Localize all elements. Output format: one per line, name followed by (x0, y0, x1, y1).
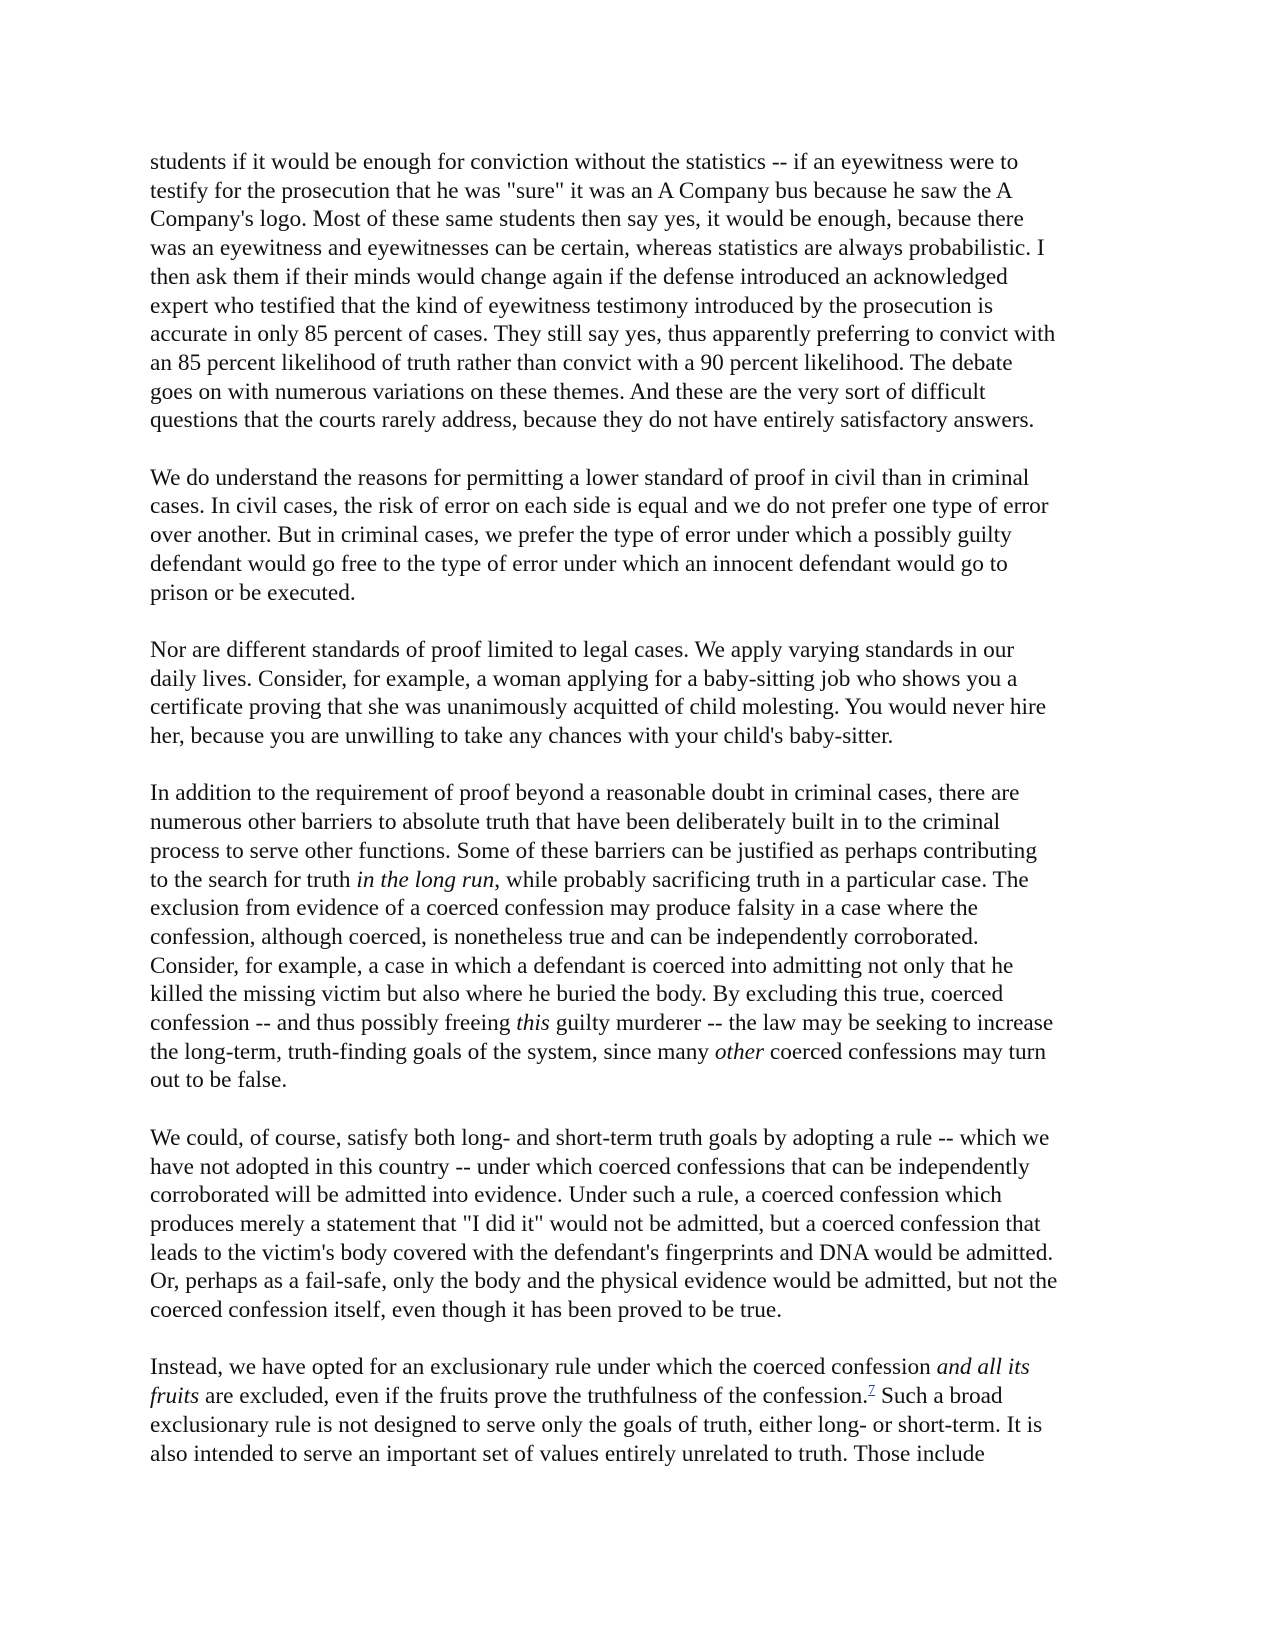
text-line (150, 492, 1128, 521)
text-line (150, 837, 1128, 866)
text-segment: her, because you are unwilling to take any chances with your child's baby-sitter. (150, 723, 894, 750)
text-segment: numerous other barriers to absolute truth that have been deliberately built in to the criminal (150, 809, 1001, 836)
paragraph (150, 1124, 1128, 1325)
text-segment: Or, perhaps as a fail-safe, only the body and the physical evidence would be admitted, but not the (150, 1268, 1058, 1295)
text-segment: confession, although coerced, is nonetheless true and can be independently corroborated. (150, 923, 979, 950)
text-segment: Instead, we have opted for an exclusionary rule under which the coerced confession (150, 1354, 937, 1381)
text-line (150, 320, 1128, 349)
text-line (150, 521, 1128, 550)
text-segment: certificate proving that she was unanimously acquitted of child molesting. You would never hire (150, 694, 1047, 721)
text-segment: produces merely a statement that "I did it" would not be admitted, but a coerced confession that (150, 1210, 1041, 1237)
text-line (150, 550, 1128, 579)
text-segment: to the search for truth (150, 866, 357, 893)
text-line (150, 923, 1128, 952)
text-line (150, 952, 1128, 981)
footnote-link[interactable]: 7 (868, 1383, 876, 1399)
text-segment: accurate in only 85 percent of cases. They still say yes, thus apparently preferring to convict with (150, 321, 1056, 348)
text-segment: over another. But in criminal cases, we prefer the type of error under which a possibly guilty (150, 522, 1012, 549)
text-line (150, 234, 1128, 263)
text-segment: killed the missing victim but also where he buried the body. By excluding this true, coerced (150, 981, 1004, 1008)
text-line (150, 1038, 1128, 1067)
text-line (150, 1353, 1128, 1382)
text-segment: testify for the prosecution that he was "sure" it was an A Company bus because he saw the A (150, 177, 1013, 204)
text-segment: In addition to the requirement of proof beyond a reasonable doubt in criminal cases, there are (150, 780, 1020, 807)
text-segment: daily lives. Consider, for example, a woman applying for a baby-sitting job who shows you a (150, 665, 1018, 692)
text-line (150, 866, 1128, 895)
text-segment: an 85 percent likelihood of truth rather than convict with a 90 percent likelihood. The debate (150, 349, 1013, 376)
text-segment: the long-term, truth-finding goals of the system, since many (150, 1038, 715, 1065)
text-segment: coerced confession itself, even though it has been proved to be true. (150, 1297, 783, 1324)
text-line (150, 579, 1128, 608)
text-segment: also intended to serve an important set of values entirely unrelated to truth. Those include (150, 1440, 985, 1467)
text-line (150, 1009, 1128, 1038)
italic-text: this (516, 1010, 550, 1037)
text-line (150, 378, 1128, 407)
text-segment: out to be false. (150, 1067, 288, 1094)
text-line (150, 1411, 1128, 1440)
text-segment: exclusion from evidence of a coerced confession may produce falsity in a case where the (150, 895, 978, 922)
text-line (150, 177, 1128, 206)
text-segment: cases. In civil cases, the risk of error on each side is equal and we do not prefer one type of error (150, 493, 1049, 520)
paragraph (150, 1353, 1128, 1468)
text-segment: guilty murderer -- the law may be seeking to increase (549, 1010, 1054, 1037)
text-line (150, 1066, 1128, 1095)
text-line (150, 693, 1128, 722)
text-segment: then ask them if their minds would change again if the defense introduced an acknowledged (150, 263, 1008, 290)
text-line (150, 1181, 1128, 1210)
text-line (150, 1296, 1128, 1325)
text-segment: was an eyewitness and eyewitnesses can be certain, whereas statistics are always probabilistic. I (150, 235, 1045, 262)
text-line (150, 1440, 1128, 1469)
text-segment: confession -- and thus possibly freeing (150, 1010, 517, 1037)
text-segment: students if it would be enough for conviction without the statistics -- if an eyewitness were to (150, 149, 1019, 175)
text-line (150, 636, 1128, 665)
text-line (150, 1153, 1128, 1182)
text-line (150, 464, 1128, 493)
text-segment: expert who testified that the kind of eyewitness testimony introduced by the prosecution is (150, 292, 994, 319)
text-line (150, 205, 1128, 234)
text-segment: exclusionary rule is not designed to serve only the goals of truth, either long- or short-term. It is (150, 1411, 1043, 1438)
italic-text: in the long run (356, 866, 495, 893)
text-segment: process to serve other functions. Some of these barriers can be justified as perhaps contributing (150, 837, 1037, 864)
text-line (150, 263, 1128, 292)
text-line (150, 722, 1128, 751)
text-segment: Consider, for example, a case in which a defendant is coerced into admitting not only that he (150, 952, 1014, 979)
text-segment: We could, of course, satisfy both long- and short-term truth goals by adopting a rule -- which we (150, 1124, 1050, 1151)
paragraph (150, 779, 1128, 1095)
text-line (150, 148, 1128, 177)
italic-text: fruits (150, 1383, 200, 1410)
text-segment: corroborated will be admitted into evidence. Under such a rule, a coerced confession which (150, 1182, 1002, 1209)
text-line (150, 349, 1128, 378)
text-line (150, 406, 1128, 435)
text-line (150, 665, 1128, 694)
text-line (150, 1210, 1128, 1239)
document-page (150, 148, 1128, 1468)
text-line (150, 1267, 1128, 1296)
text-segment: coerced confessions may turn (764, 1038, 1047, 1065)
text-line (150, 779, 1128, 808)
text-segment: Nor are different standards of proof limited to legal cases. We apply varying standards in our (150, 636, 1015, 663)
text-line (150, 1239, 1128, 1268)
text-segment: prison or be executed. (150, 579, 356, 606)
text-segment: have not adopted in this country -- under which coerced confessions that can be independently (150, 1153, 1030, 1180)
text-line (150, 980, 1128, 1009)
text-segment: leads to the victim's body covered with the defendant's fingerprints and DNA would be admitted. (150, 1239, 1054, 1266)
paragraph (150, 636, 1128, 751)
italic-text: and all its (936, 1354, 1030, 1381)
text-line (150, 894, 1128, 923)
text-line (150, 1382, 1128, 1411)
text-segment: goes on with numerous variations on these themes. And these are the very sort of difficult (150, 378, 986, 405)
italic-text: other (714, 1038, 765, 1065)
text-segment: are excluded, even if the fruits prove the truthfulness of the confession. (199, 1383, 869, 1410)
text-line (150, 1124, 1128, 1153)
text-segment: questions that the courts rarely address, because they do not have entirely satisfactory answers. (150, 407, 1035, 434)
text-segment: , while probably sacrificing truth in a particular case. The (494, 866, 1029, 893)
text-line (150, 808, 1128, 837)
text-segment: Company's logo. Most of these same students then say yes, it would be enough, because there (150, 206, 1024, 233)
paragraph (150, 148, 1128, 435)
text-segment: defendant would go free to the type of error under which an innocent defendant would go to (150, 550, 1008, 577)
text-line (150, 292, 1128, 321)
text-segment: We do understand the reasons for permitting a lower standard of proof in civil than in criminal (150, 464, 1030, 491)
paragraph (150, 464, 1128, 608)
text-segment: Such a broad (875, 1383, 1003, 1410)
